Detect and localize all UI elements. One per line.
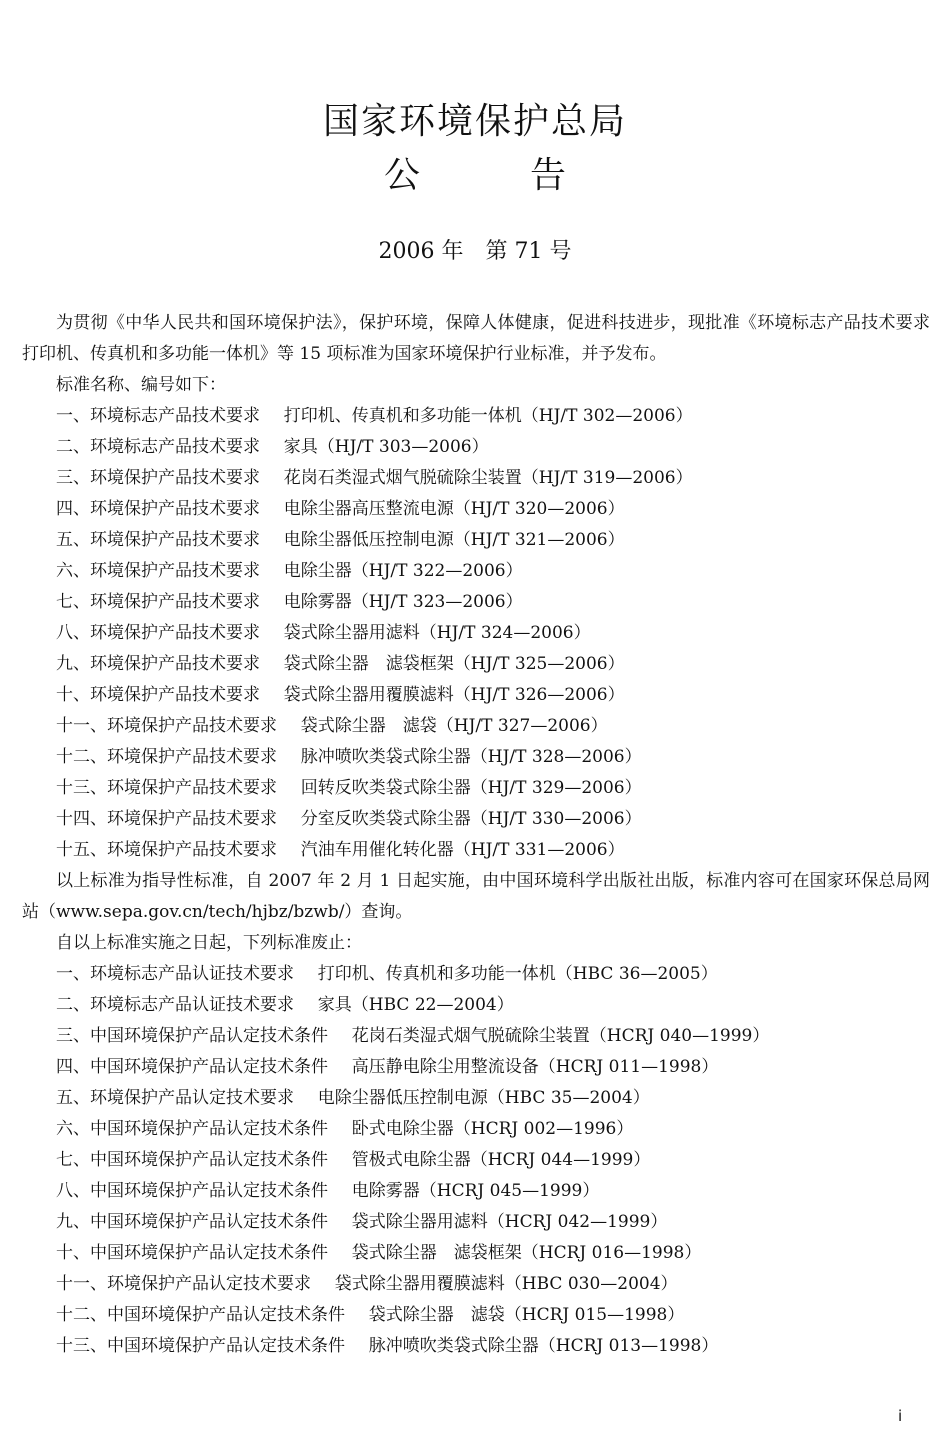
- standard-item: [22, 587, 930, 618]
- standard-prefix: 一、环境标志产品技术要求: [56, 406, 260, 426]
- abolished-item: [22, 1021, 930, 1052]
- standard-item: [22, 773, 930, 804]
- abolished-item: [22, 1238, 930, 1269]
- standard-prefix: 四、环境保护产品技术要求: [56, 499, 260, 519]
- standard-item: [22, 494, 930, 525]
- standard-prefix: 九、环境保护产品技术要求: [56, 654, 260, 674]
- abolished-prefix: 十、中国环境保护产品认定技术条件: [56, 1243, 328, 1263]
- standard-title: 分室反吹类袋式除尘器（HJ/T 330—2006）: [300, 809, 642, 829]
- standard-item: [22, 835, 930, 866]
- standard-prefix: 八、环境保护产品技术要求: [56, 623, 260, 643]
- abolished-title: 袋式除尘器 滤袋框架（HCRJ 016—1998）: [351, 1243, 702, 1263]
- abolished-title: 袋式除尘器 滤袋（HCRJ 015—1998）: [368, 1305, 685, 1325]
- standard-item: [22, 556, 930, 587]
- standard-title: 电除尘器低压控制电源（HJ/T 321—2006）: [283, 530, 625, 550]
- abolished-title: 卧式电除尘器（HCRJ 002—1996）: [351, 1119, 634, 1139]
- standard-item: [22, 401, 930, 432]
- abolished-title: 电除雾器（HCRJ 045—1999）: [351, 1181, 600, 1201]
- abolished-prefix: 一、环境标志产品认证技术要求: [56, 964, 294, 984]
- intro-paragraph: 为贯彻《中华人民共和国环境保护法》，保护环境，保障人体健康，促进科技进步，现批准《环境标志产品技术要求 打印机、传真机和多功能一体机》等 15 项标准为国家环境保护行业标准，并予发布。: [22, 313, 947, 364]
- abolished-prefix: 四、中国环境保护产品认定技术条件: [56, 1057, 328, 1077]
- abolished-title: 管极式电除尘器（HCRJ 044—1999）: [351, 1150, 651, 1170]
- standard-prefix: 二、环境标志产品技术要求: [56, 437, 260, 457]
- standard-prefix: 十一、环境保护产品技术要求: [56, 716, 277, 736]
- abolished-item: [22, 1331, 930, 1362]
- standard-item: [22, 804, 930, 835]
- standard-title: 电除雾器（HJ/T 323—2006）: [283, 592, 523, 612]
- standard-title: 回转反吹类袋式除尘器（HJ/T 329—2006）: [300, 778, 642, 798]
- abolished-prefix: 五、环境保护产品认定技术要求: [56, 1088, 294, 1108]
- issue-no: 第 71 号: [485, 239, 572, 264]
- standard-item: [22, 649, 930, 680]
- agency-title: 国家环境保护总局: [322, 101, 627, 142]
- standard-prefix: 十二、环境保护产品技术要求: [56, 747, 277, 767]
- abolished-title: 高压静电除尘用整流设备（HCRJ 011—1998）: [351, 1057, 719, 1077]
- standard-item: [22, 711, 930, 742]
- document-type-right: 告: [530, 155, 567, 196]
- abolished-item: [22, 1300, 930, 1331]
- standard-title: 袋式除尘器 滤袋（HJ/T 327—2006）: [300, 716, 608, 736]
- abolished-item: [22, 1207, 930, 1238]
- abolished-list: [22, 959, 930, 1362]
- standards-list: [22, 401, 930, 866]
- abolished-title: 花岗石类湿式烟气脱硫除尘装置（HCRJ 040—1999）: [351, 1026, 770, 1046]
- abolished-prefix: 十二、中国环境保护产品认定技术条件: [56, 1305, 345, 1325]
- standard-item: [22, 742, 930, 773]
- standard-title: 打印机、传真机和多功能一体机（HJ/T 302—2006）: [283, 406, 693, 426]
- abolished-title: 袋式除尘器用滤料（HCRJ 042—1999）: [351, 1212, 668, 1232]
- issue-year: 2006 年: [378, 239, 464, 264]
- document-type-left: 公: [383, 155, 420, 196]
- standard-prefix: 三、环境保护产品技术要求: [56, 468, 260, 488]
- announcement-body: [22, 308, 947, 1362]
- standard-prefix: 七、环境保护产品技术要求: [56, 592, 260, 612]
- abolished-prefix: 六、中国环境保护产品认定技术条件: [56, 1119, 328, 1139]
- abolished-item: [22, 1052, 930, 1083]
- abolished-prefix: 八、中国环境保护产品认定技术条件: [56, 1181, 328, 1201]
- standard-title: 袋式除尘器用覆膜滤料（HJ/T 326—2006）: [283, 685, 625, 705]
- abolished-prefix: 二、环境标志产品认证技术要求: [56, 995, 294, 1015]
- issue-number: [0, 236, 950, 268]
- abolished-item: [22, 1083, 930, 1114]
- abolished-prefix: 十三、中国环境保护产品认定技术条件: [56, 1336, 345, 1356]
- standard-title: 汽油车用催化转化器（HJ/T 331—2006）: [300, 840, 625, 860]
- abolished-item: [22, 990, 930, 1021]
- standard-prefix: 六、环境保护产品技术要求: [56, 561, 260, 581]
- abolished-prefix: 三、中国环境保护产品认定技术条件: [56, 1026, 328, 1046]
- standard-item: [22, 432, 930, 463]
- standard-title: 家具（HJ/T 303—2006）: [283, 437, 489, 457]
- standard-title: 电除尘器（HJ/T 322—2006）: [283, 561, 523, 581]
- standard-item: [22, 680, 930, 711]
- implementation-paragraph: 以上标准为指导性标准，自 2007 年 2 月 1 日起实施，由中国环境科学出版社出版，标准内容可在国家环保总局网站（www.sepa.gov.cn/tech/hjbz/bzwb/）查询。: [22, 871, 930, 922]
- abolished-title: 电除尘器低压控制电源（HBC 35—2004）: [317, 1088, 650, 1108]
- page-number: i: [898, 1407, 903, 1425]
- abolished-title: 打印机、传真机和多功能一体机（HBC 36—2005）: [317, 964, 718, 984]
- abolished-item: [22, 1269, 930, 1300]
- abolished-list-heading: 自以上标准实施之日起，下列标准废止：: [56, 933, 362, 953]
- abolished-prefix: 十一、环境保护产品认定技术要求: [56, 1274, 311, 1294]
- abolished-item: [22, 959, 930, 990]
- abolished-prefix: 九、中国环境保护产品认定技术条件: [56, 1212, 328, 1232]
- abolished-item: [22, 1176, 930, 1207]
- abolished-item: [22, 1145, 930, 1176]
- standard-prefix: 十五、环境保护产品技术要求: [56, 840, 277, 860]
- standard-prefix: 五、环境保护产品技术要求: [56, 530, 260, 550]
- standard-item: [22, 463, 930, 494]
- standard-prefix: 十、环境保护产品技术要求: [56, 685, 260, 705]
- standard-item: [22, 525, 930, 556]
- abolished-title: 脉冲喷吹类袋式除尘器（HCRJ 013—1998）: [368, 1336, 719, 1356]
- document-type-title: [0, 152, 950, 200]
- standard-item: [22, 618, 930, 649]
- abolished-title: 袋式除尘器用覆膜滤料（HBC 030—2004）: [334, 1274, 678, 1294]
- abolished-title: 家具（HBC 22—2004）: [317, 995, 514, 1015]
- standards-list-heading: 标准名称、编号如下：: [56, 375, 226, 395]
- abolished-item: [22, 1114, 930, 1145]
- abolished-prefix: 七、中国环境保护产品认定技术条件: [56, 1150, 328, 1170]
- standard-title: 袋式除尘器 滤袋框架（HJ/T 325—2006）: [283, 654, 625, 674]
- standard-prefix: 十三、环境保护产品技术要求: [56, 778, 277, 798]
- standard-prefix: 十四、环境保护产品技术要求: [56, 809, 277, 829]
- standard-title: 袋式除尘器用滤料（HJ/T 324—2006）: [283, 623, 591, 643]
- standard-title: 电除尘器高压整流电源（HJ/T 320—2006）: [283, 499, 625, 519]
- standard-title: 脉冲喷吹类袋式除尘器（HJ/T 328—2006）: [300, 747, 642, 767]
- standard-title: 花岗石类湿式烟气脱硫除尘装置（HJ/T 319—2006）: [283, 468, 693, 488]
